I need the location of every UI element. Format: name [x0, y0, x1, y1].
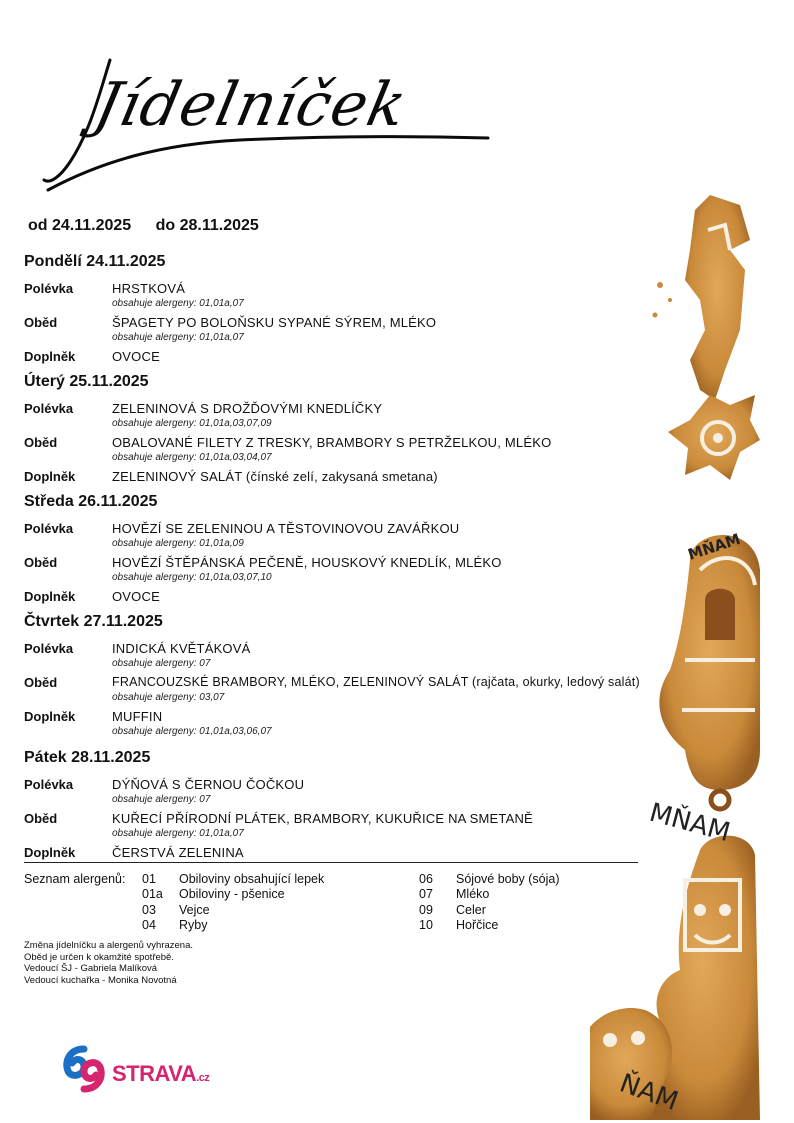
page-title: Jídelníček — [88, 70, 414, 140]
allergen-code: 01a — [142, 887, 163, 901]
row-label: Oběd — [24, 315, 58, 330]
allergen-name: Sójové boby (sója) — [456, 872, 560, 886]
note-line: Oběd je určen k okamžité spotřebě. — [24, 951, 174, 963]
allergen-name: Celer — [456, 903, 486, 917]
dish-name: ZELENINOVÁ S DROŽĎOVÝMI KNEDLÍČKY — [112, 401, 383, 416]
row-label: Doplněk — [24, 845, 76, 860]
dish-name: KUŘECÍ PŘÍRODNÍ PLÁTEK, BRAMBORY, KUKUŘICE NA SMETANĚ — [112, 811, 533, 826]
allergen-code: 01 — [142, 872, 156, 886]
dish-name: FRANCOUZSKÉ BRAMBORY, MLÉKO, ZELENINOVÝ SALÁT (rajčata, okurky, ledový salát) — [112, 675, 640, 689]
row-label: Polévka — [24, 777, 74, 792]
dish-name: OVOCE — [112, 349, 160, 364]
day-heading: Pondělí 24.11.2025 — [24, 253, 166, 270]
dish-allergens: obsahuje alergeny: 01,01a,07 — [112, 828, 244, 839]
logo-wordmark: STRAVA — [112, 1061, 197, 1086]
row-label: Polévka — [24, 641, 74, 656]
dish-allergens: obsahuje alergeny: 01,01a,07 — [112, 298, 244, 309]
day-heading: Pátek 28.11.2025 — [24, 749, 151, 766]
row-label: Doplněk — [24, 709, 76, 724]
dish-allergens: obsahuje alergeny: 01,01a,09 — [112, 538, 244, 549]
dish-name: OVOCE — [112, 589, 160, 604]
dish-allergens: obsahuje alergeny: 01,01a,07 — [112, 332, 244, 343]
dish-allergens: obsahuje alergeny: 01,01a,03,04,07 — [112, 452, 272, 463]
row-label: Doplněk — [24, 349, 76, 364]
allergen-name: Obiloviny - pšenice — [179, 887, 285, 901]
allergen-code: 10 — [419, 918, 433, 932]
dish-name: HOVĚZÍ SE ZELENINOU A TĚSTOVINOVOU ZAVÁŘKOU — [112, 521, 460, 536]
row-label: Oběd — [24, 435, 58, 450]
row-label: Polévka — [24, 521, 74, 536]
day-heading: Středa 26.11.2025 — [24, 493, 158, 510]
dish-name: ZELENINOVÝ SALÁT (čínské zelí, zakysaná smetana) — [112, 469, 438, 484]
dish-allergens: obsahuje alergeny: 01,01a,03,07,09 — [112, 418, 272, 429]
logo-suffix: .cz — [196, 1072, 210, 1084]
dish-name: ŠPAGETY PO BOLOŇSKU SYPANÉ SÝREM, MLÉKO — [112, 315, 437, 330]
day-heading: Čtvrtek 27.11.2025 — [24, 613, 163, 630]
allergen-code: 04 — [142, 918, 156, 932]
date-from: od 24.11.2025 — [28, 217, 132, 234]
date-range — [28, 217, 259, 235]
dish-allergens: obsahuje alergeny: 01,01a,03,06,07 — [112, 726, 272, 737]
decor-word: MŇAM — [685, 529, 743, 564]
dish-name: MUFFIN — [112, 709, 163, 724]
row-label: Oběd — [24, 811, 58, 826]
dish-allergens: obsahuje alergeny: 03,07 — [112, 692, 225, 703]
note-line: Vedoucí kuchařka - Monika Novotná — [24, 974, 177, 986]
page-title-block — [40, 52, 500, 202]
row-label: Oběd — [24, 555, 58, 570]
strava-logo-icon — [60, 1045, 108, 1093]
allergen-code: 07 — [419, 887, 433, 901]
row-label: Doplněk — [24, 469, 76, 484]
allergen-name: Ryby — [179, 918, 208, 932]
allergen-name: Vejce — [179, 903, 210, 917]
allergen-code: 09 — [419, 903, 433, 917]
row-label: Doplněk — [24, 589, 76, 604]
decor-word: ŇAM — [615, 1068, 682, 1117]
gingerbread-decoration — [590, 190, 760, 1120]
section-divider — [24, 862, 638, 863]
dish-allergens: obsahuje alergeny: 01,01a,03,07,10 — [112, 572, 272, 583]
dish-name: HRSTKOVÁ — [112, 281, 186, 296]
row-label: Oběd — [24, 675, 58, 690]
dish-name: INDICKÁ KVĚTÁKOVÁ — [112, 641, 251, 656]
strava-logo — [60, 1043, 220, 1093]
footer-notes — [24, 940, 193, 986]
row-label: Polévka — [24, 281, 74, 296]
dish-name: ČERSTVÁ ZELENINA — [112, 845, 244, 860]
dish-allergens: obsahuje alergeny: 07 — [112, 794, 211, 805]
note-line: Vedoucí ŠJ - Gabriela Malíková — [24, 963, 158, 974]
allergen-code: 06 — [419, 872, 433, 886]
dish-name: OBALOVANÉ FILETY Z TRESKY, BRAMBORY S PETRŽELKOU, MLÉKO — [112, 435, 552, 450]
day-heading: Úterý 25.11.2025 — [24, 373, 149, 390]
dish-allergens: obsahuje alergeny: 07 — [112, 658, 211, 669]
row-label: Polévka — [24, 401, 74, 416]
strava-logo-text — [112, 1061, 209, 1087]
allergen-name: Mléko — [456, 887, 490, 901]
note-line: Změna jídelníčku a alergenů vyhrazena. — [24, 940, 193, 951]
decor-word: MŇAM — [646, 797, 734, 849]
date-to: do 28.11.2025 — [155, 217, 259, 234]
dish-name: HOVĚZÍ ŠTĚPÁNSKÁ PEČENĚ, HOUSKOVÝ KNEDLÍK, MLÉKO — [112, 555, 502, 570]
allergen-name: Obiloviny obsahující lepek — [179, 872, 325, 886]
dish-name: DÝŇOVÁ S ČERNOU ČOČKOU — [112, 777, 305, 792]
allergen-legend-caption: Seznam alergenů: — [24, 872, 126, 886]
allergen-name: Hořčice — [456, 918, 499, 932]
allergen-code: 03 — [142, 903, 156, 917]
